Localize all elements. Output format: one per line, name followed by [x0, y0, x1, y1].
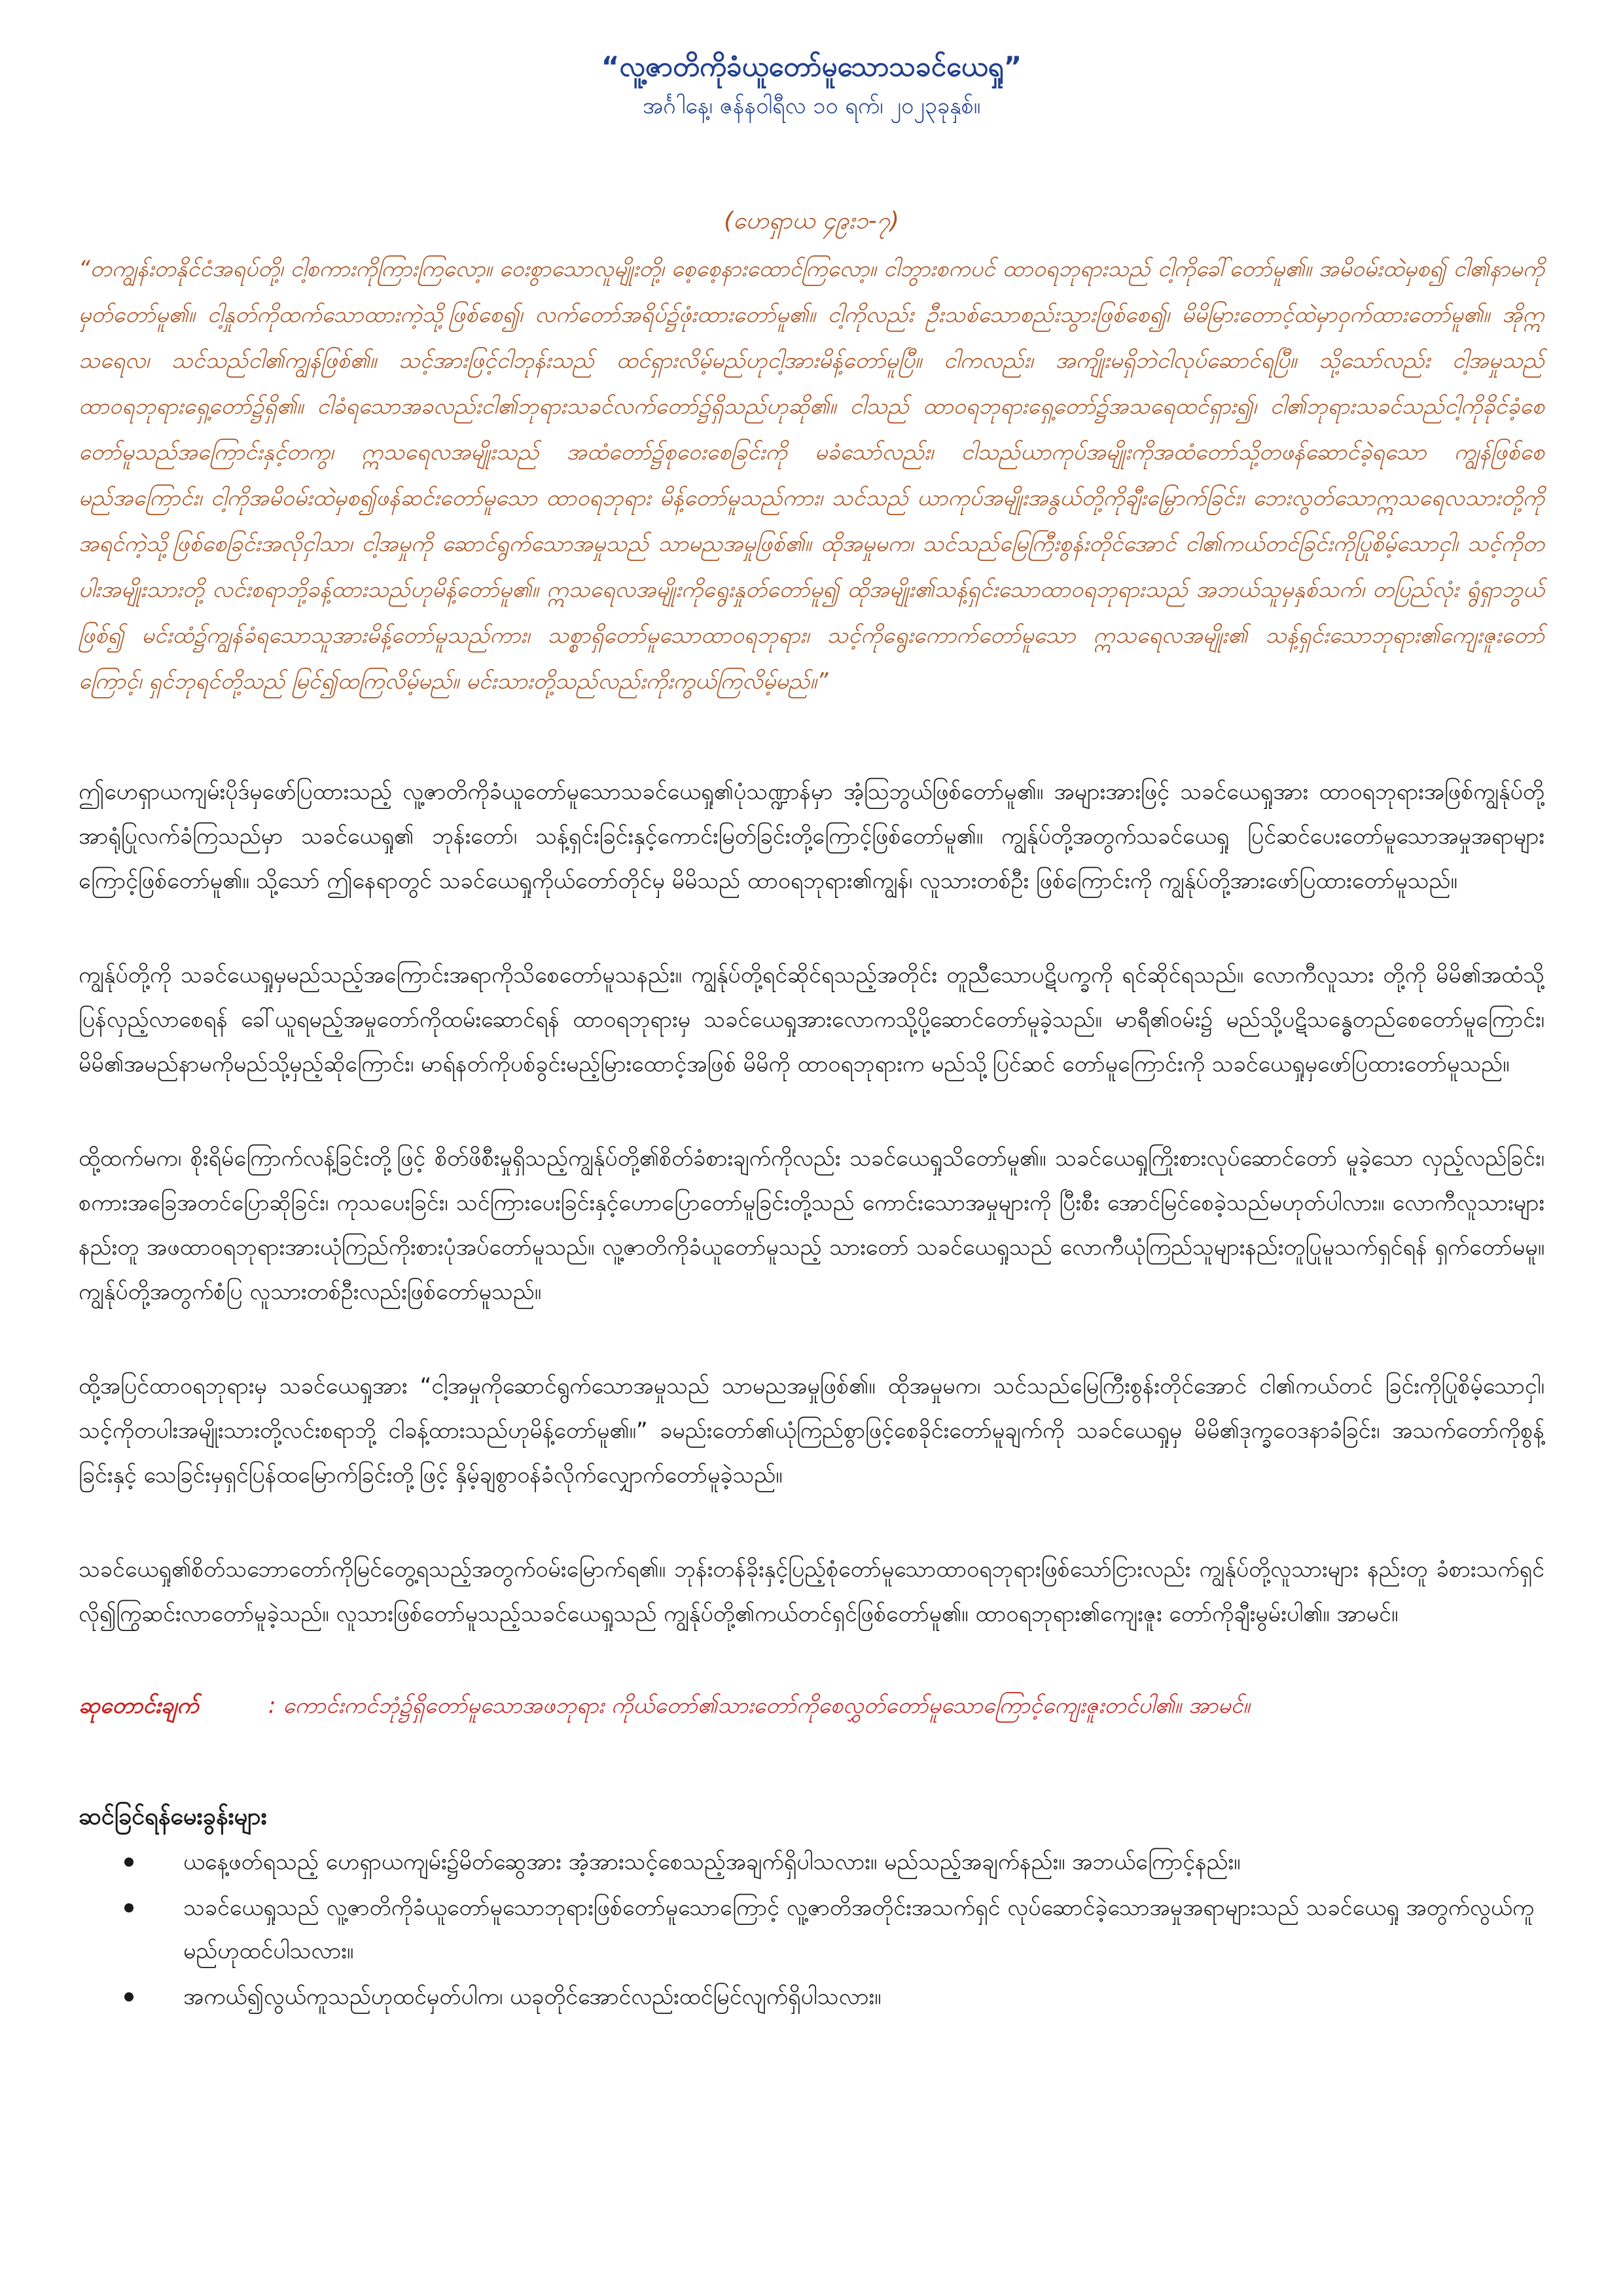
prayer-section	[79, 1686, 1544, 1725]
questions-heading: ဆင်ခြင်ရန်မေးခွန်းများ	[79, 1803, 267, 1830]
prayer-label: ဆုတောင်းချက်	[79, 1693, 199, 1719]
body-paragraph-4: ထို့အပြင်ထာဝရဘုရားမှ သခင်ယေရှုအား “ငါ့အမှုကိုဆောင်ရွက်သောအမှုသည် သာမညအမှုဖြစ်၏။ ထိုအမှုမက၊ သင်သည်မြေကြီးစွန်းတိုင်အောင် ငါ၏ကယ်တင် ခြင်းကိုပြုစိမ့်သောငှါ၊ သင့်ကိုတပါးအမျိုးသားတို့လင်းစရာဘို့ ငါခန့်ထားသည်ဟုမိန့်တော်မူ၏။” ခမည်းတော်၏ယုံကြည်စွာဖြင့်စေခိုင်းတော်မူချက်ကို သခင်ယေရှုမှ မိမိ၏ဒုက္ခဝေဒနာခံခြင်း၊ အသက်တော်ကိုစွန့်ခြင်းနှင့် သေခြင်းမှရှင်ပြန်ထမြောက်ခြင်းတို့ဖြင့် နှိမ့်ချစွာဝန်ခံလိုက်လျှောက်တော်မူခဲ့သည်။	[79, 1373, 1544, 1488]
body-paragraph-2: ကျွန်ုပ်တို့ကို သခင်ယေရှုမှမည်သည့်အကြောင်းအရာကိုသိစေတော်မူသနည်း။ ကျွန်ုပ်တို့ရင်ဆိုင်ရသည့်အတိုင်း တူညီသောပဋိပက္ခကို ရင်ဆိုင်ရသည်။ လောကီလူသား တို့ကို မိမိ၏အထံသို့ပြန်လှည့်လာစေရန် ခေါ်ယူရမည့်အမှုတော်ကိုထမ်းဆောင်ရန် ထာဝရဘုရားမှ သခင်ယေရှုအားလောကသို့ပို့ဆောင်တော်မူခဲ့သည်။ မာရီ၏ဝမ်း၌ မည်သို့ပဋိသန္ဓေတည်စေတော်မူကြောင်း၊ မိမိ၏အမည်နာမကိုမည်သို့မှည့်ဆိုကြောင်း၊ မာရ်နတ်ကိုပစ်ခွင်းမည့်မြားထောင့်အဖြစ် မိမိကို ထာဝရဘုရားက မည်သို့ပြင်ဆင် တော်မူကြောင်းကို သခင်ယေရှုမှဖော်ပြထားတော်မူသည်။	[79, 962, 1544, 1077]
page-date: အင်္ဂါနေ့၊ ဇန်နဝါရီလ ၁၀ ရက်၊ ၂၀၂၃ခုနှစ်။	[642, 93, 981, 119]
bullet-icon	[124, 1903, 134, 1912]
scripture-text: “တကျွန်းတနိုင်ငံအရပ်တို့၊ ငါ့စကားကိုကြားကြလော့။ ဝေးစွာသောလူမျိုးတို့၊ စေ့စေ့နားထောင်ကြလော့။ ငါဘွားစကပင် ထာဝရဘုရားသည် ငါ့ကိုခေါ်တော်မူ၏။ အမိဝမ်းထဲမှစ၍ ငါ၏နာမကိုမှတ်တော်မူ၏။ ငါ့နှုတ်ကိုထက်သောထားကဲ့သို့ဖြစ်စေ၍၊ လက်တော်အရိပ်၌ဖုံးထားတော်မူ၏။ ငါ့ကိုလည်း ဦးသစ်သောစည်းသွားဖြစ်စေ၍၊ မိမိမြားတောင့်ထဲမှာဝှက်ထားတော်မူ၏။ အိုဣသရေလ၊ သင်သည်ငါ၏ကျွန်ဖြစ်၏။ သင့်အားဖြင့်ငါဘုန်းသည် ထင်ရှားလိမ့်မည်ဟုငါ့အားမိန့်တော်မူပြီ။ ငါကလည်း၊ အကျိုးမရှိဘဲငါလုပ်ဆောင်ရပြီ။ သို့သော်လည်း ငါ့အမှုသည် ထာဝရဘုရားရှေ့တော်၌ရှိ၏။ ငါခံရသောအခလည်းငါ၏ဘုရားသခင်လက်တော်၌ရှိသည်ဟုဆို၏။ ငါသည် ထာဝရဘုရားရှေ့တော်၌အသရေထင်ရှား၍၊ ငါ၏ဘုရားသခင်သည်ငါ့ကိုခိုင်ခံ့စေတော်မူသည်အကြောင်းနှင့်တကွ၊ ဣသရေလအမျိုးသည် အထံတော်၌စုဝေးစေခြင်းကို မခံသော်လည်း၊ ငါသည်ယာကုပ်အမျိုးကိုအထံတော်သို့တဖန်ဆောင်ခဲ့ရသော ကျွန်ဖြစ်စေမည်အကြောင်း၊ ငါ့ကိုအမိဝမ်းထဲမှစ၍ဖန်ဆင်းတော်မူသော ထာဝရဘုရား မိန့်တော်မူသည်ကား၊ သင်သည် ယာကုပ်အမျိုးအနွယ်တို့ကိုချီးမြှောက်ခြင်း၊ ဘေးလွတ်သောဣသရေလသားတို့ကို အရင်ကဲ့သို့ဖြစ်စေခြင်းအလိုငှါသာ၊ ငါ့အမှုကို ဆောင်ရွက်သောအမှုသည် သာမညအမှုဖြစ်၏။ ထိုအမှုမက၊ သင်သည်မြေကြီးစွန်းတိုင်အောင် ငါ၏ကယ်တင်ခြင်းကိုပြုစိမ့်သောငှါ၊ သင့်ကိုတပါးအမျိုးသားတို့ လင်းစရာဘို့ခန့်ထားသည်ဟုမိန့်တော်မူ၏။ ဣသရေလအမျိုးကိုရွေးနှုတ်တော်မူ၍ ထိုအမျိုး၏သန့်ရှင်းသောထာဝရဘုရားသည် အဘယ်သူမှနှစ်သက်၊ တပြည်လုံး ရွံရှာဘွယ်ဖြစ်၍ မင်းထံ၌ကျွန်ခံရသောသူအားမိန့်တော်မူသည်ကား၊ သစ္စာရှိတော်မူသောထာဝရဘုရား၊ သင့်ကိုရွေးကောက်တော်မူသော ဣသရေလအမျိုး၏ သန့်ရှင်းသောဘုရား၏ကျေးဇူးတော်ကြောင့်၊ ရှင်ဘုရင်တို့သည် မြင်၍ထကြလိမ့်မည်။ မင်းသားတို့သည်လည်းကိုးကွယ်ကြလိမ့်မည်။”	[79, 256, 1544, 694]
bullet-icon	[124, 1857, 134, 1867]
question-text: ယနေ့ဖတ်ရသည့် ဟေရှာယကျမ်း၌မိတ်ဆွေအား အံ့အားသင့်စေသည့်အချက်ရှိပါသလား။ မည်သည့်အချက်နည်း။ အဘယ်ကြောင့်နည်း။	[183, 1849, 1241, 1875]
list-item	[124, 1975, 1544, 2018]
question-text: သခင်ယေရှုသည် လူ့ဇာတိကိုခံယူတော်မူသောဘုရားဖြစ်တော်မူသောကြောင့် လူ့ဇာတိအတိုင်းအသက်ရှင် လုပ်ဆောင်ခဲ့သောအမှုအရာများသည် သခင်ယေရှု အတွက်လွယ်ကူမည်ဟုထင်ပါသလား။	[183, 1895, 1535, 1964]
list-item	[124, 1886, 1544, 1973]
page-title: “လူ့ဇာတိကိုခံယူတော်မူသောသခင်ယေရှု”	[601, 50, 1022, 82]
body-paragraph-5: သခင်ယေရှု၏စိတ်သဘောတော်ကိုမြင်တွေ့ရသည့်အတွက်ဝမ်းမြောက်ရ၏။ ဘုန်းတန်ခိုးနှင့်ပြည့်စုံတော်မူသောထာဝရဘုရားဖြစ်သော်ငြားလည်း ကျွန်ုပ်တို့လူသားများ နည်းတူ ခံစားသက်ရှင်လို၍ကြွဆင်းလာတော်မူခဲ့သည်။ လူသားဖြစ်တော်မူသည့်သခင်ယေရှုသည် ကျွန်ုပ်တို့၏ကယ်တင်ရှင်ဖြစ်တော်မူ၏။ ထာဝရဘုရား၏ကျေးဇူး တော်ကိုချီးမွမ်းပါ၏။ အာမင်။	[79, 1556, 1544, 1627]
list-item	[124, 1840, 1544, 1884]
body-paragraph-1: ဤဟေရှာယကျမ်းပိုဒ်မှဖော်ပြထားသည့် လူ့ဇာတိကိုခံယူတော်မူသောသခင်ယေရှု၏ပုံသဏ္ဍာန်မှာ အံ့သြဘွယ်ဖြစ်တော်မူ၏။ အများအားဖြင့် သခင်ယေရှုအား ထာဝရဘုရားအဖြစ်ကျွန်ုပ်တို့အာရုံပြုလက်ခံကြသည်မှာ သခင်ယေရှု၏ ဘုန်းတော်၊ သန့်ရှင်းခြင်းနှင့်ကောင်းမြတ်ခြင်းတို့ကြောင့်ဖြစ်တော်မူ၏။ ကျွန်ုပ်တို့အတွက်သခင်ယေရှု ပြင်ဆင်ပေးတော်မူသောအမှုအရာများကြောင့်ဖြစ်တော်မူ၏။ သို့သော် ဤနေရာတွင် သခင်ယေရှုကိုယ်တော်တိုင်မှ မိမိသည် ထာဝရဘုရား၏ကျွန်၊ လူသားတစ်ဦး ဖြစ်ကြောင်းကို ကျွန်ုပ်တို့အားဖော်ပြထားတော်မူသည်။	[79, 779, 1544, 894]
bullet-icon	[124, 1992, 134, 2001]
body-paragraph-3: ထို့ထက်မက၊ စိုးရိမ်ကြောက်လန့်ခြင်းတို့ဖြင့် စိတ်ဖိစီးမှုရှိသည့်ကျွန်ုပ်တို့၏စိတ်ခံစားချက်ကိုလည်း သခင်ယေရှုသိတော်မူ၏။ သခင်ယေရှုကြိုးစားလုပ်ဆောင်တော် မူခဲ့သော လှည့်လည်ခြင်း၊ စကားအခြေအတင်ပြောဆိုခြင်း၊ ကုသပေးခြင်း၊ သင်ကြားပေးခြင်းနှင့်ဟောပြောတော်မူခြင်းတို့သည် ကောင်းသောအမှုများကို ပြီးစီး အောင်မြင်စေခဲ့သည်မဟုတ်ပါလား။ လောကီလူသားများနည်းတူ အဖထာဝရဘုရားအားယုံကြည်ကိုးစားပုံအပ်တော်မူသည်။ လူ့ဇာတိကိုခံယူတော်မူသည့် သားတော် သခင်ယေရှုသည် လောကီယုံကြည်သူများနည်းတူပြုမူသက်ရှင်ရန် ရှက်တော်မမူ။ ကျွန်ုပ်တို့အတွက်စံပြ လူသားတစ်ဦးလည်းဖြစ်တော်မူသည်။	[79, 1145, 1544, 1305]
prayer-text: : ကောင်းကင်ဘုံ၌ရှိတော်မူသောအဖဘုရား ကိုယ်တော်၏သားတော်ကိုစေလွှတ်တော်မူသောကြောင့်ကျေးဇူးတင်ပါ၏။ အာမင်။	[268, 1693, 1250, 1719]
question-text: အကယ်၍လွယ်ကူသည်ဟုထင်မှတ်ပါက၊ ယခုတိုင်အောင်လည်းထင်မြင်လျက်ရှိပါသလား။	[183, 1984, 882, 2010]
devotional-page	[79, 46, 1544, 2021]
questions-list	[79, 1840, 1544, 2018]
scripture-reference: (ဟေရှာယ ၄၉း၁-၇)	[724, 207, 899, 234]
